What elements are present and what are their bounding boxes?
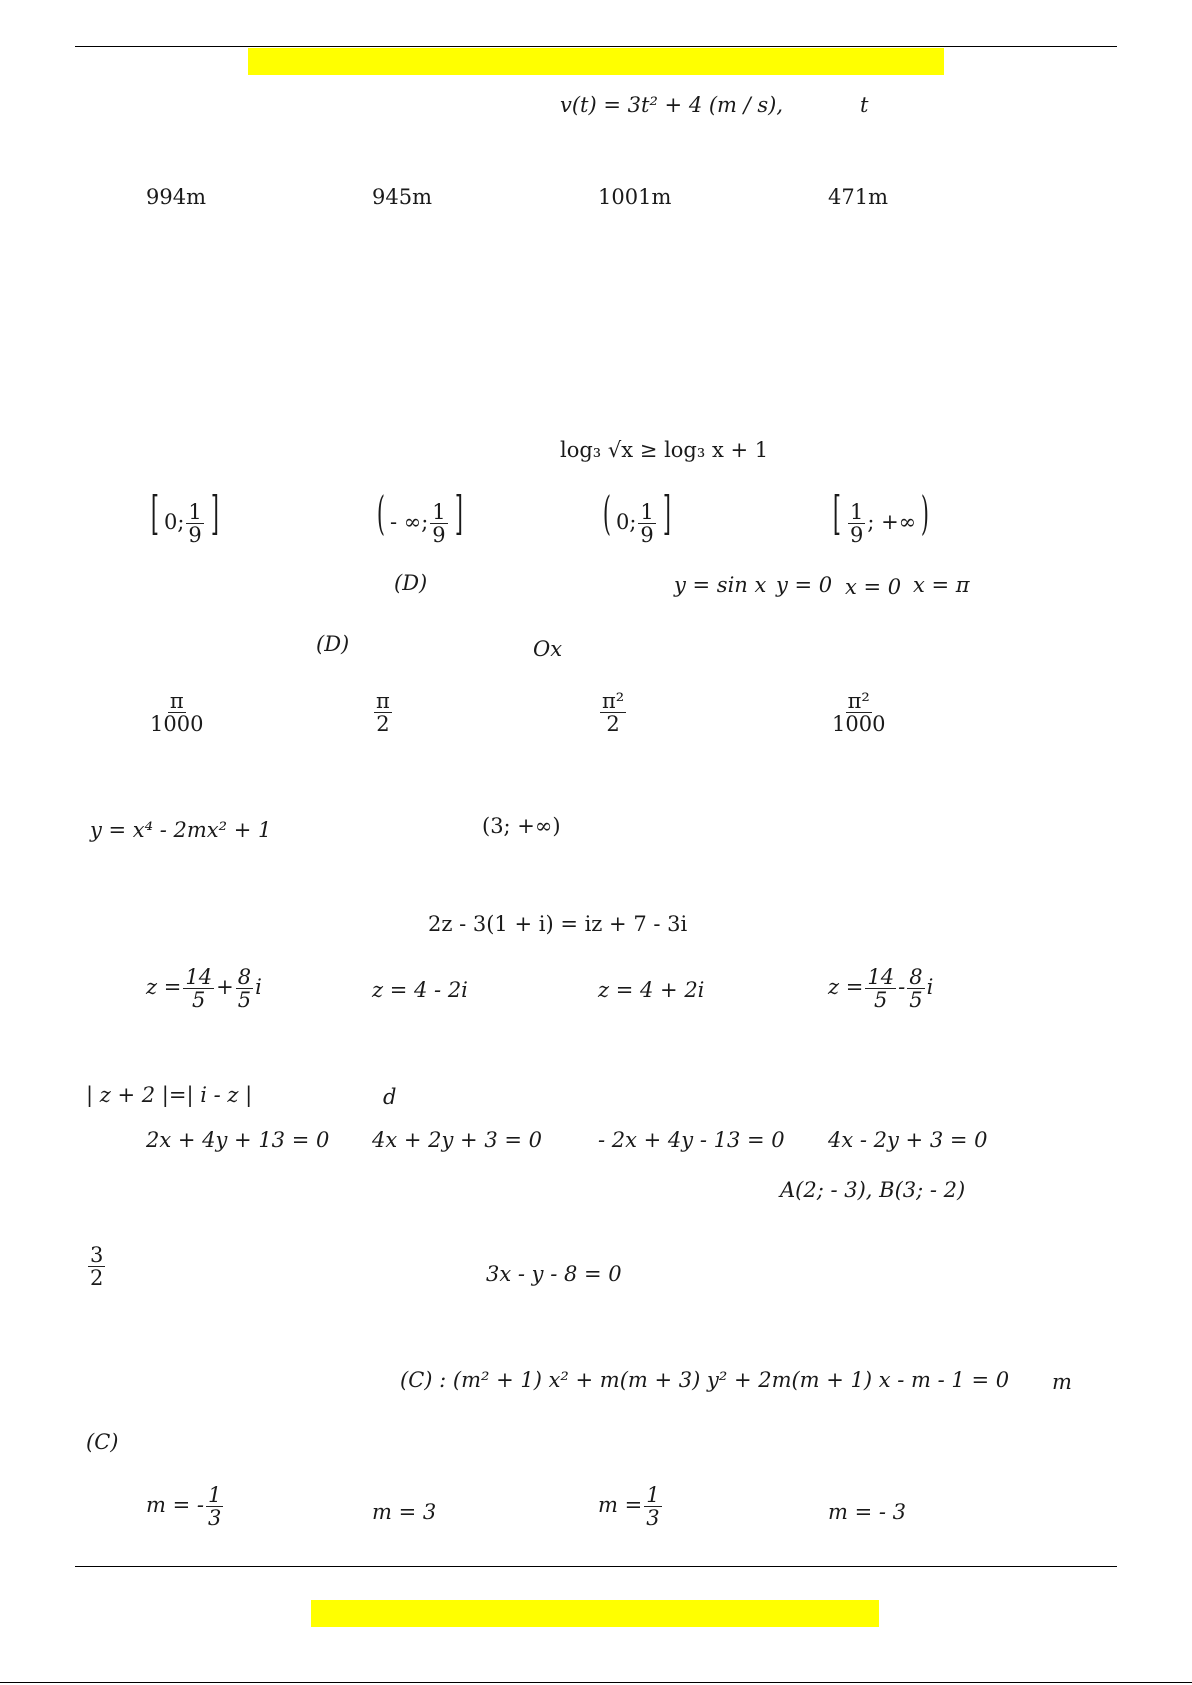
answer-c[interactable]: $\frac{\text{π²}}{2}$ [602,689,625,737]
answer-a[interactable]: 2x + 4y + 13 = 0 [146,1128,330,1152]
line-label: d [383,1085,397,1109]
answer-a[interactable]: $\frac{\pi}{1000}$ [150,689,204,737]
answer-d[interactable]: [ $\frac{1}{9}$ ; +∞ ) [832,486,930,547]
answer-d[interactable]: z = $\frac{14}{5}$ - $\frac{8}{5}$ i [828,965,934,1013]
answer-b[interactable]: 4x + 2y + 3 = 0 [372,1128,542,1152]
answer-b[interactable]: 945m [372,185,432,209]
answer-c[interactable]: - 2x + 4y - 13 = 0 [598,1128,785,1152]
function-formula: y = x⁴ - 2mx² + 1 [90,818,272,842]
circle-label: (C) [86,1430,119,1454]
area-fraction: $\frac{3}{2}$ [90,1243,104,1291]
answer-a[interactable]: z = $\frac{14}{5}$ + $\frac{8}{5}$ i [146,965,262,1013]
points: A(2; - 3), B(3; - 2) [780,1178,966,1202]
velocity-formula: v(t) = 3t² + 4 (m / s), [560,93,784,117]
region-label-2: (D) [316,632,350,656]
header-highlight-band [248,48,944,75]
header-rule [75,46,1117,47]
answer-c[interactable]: z = 4 + 2i [598,978,705,1002]
answer-d[interactable]: m = - 3 [828,1500,906,1524]
curve-1: y = sin x [674,573,767,597]
answer-a[interactable]: m = - $\frac{1}{3}$ [146,1483,222,1531]
log-inequality: log₃ √x ≥ log₃ x + 1 [560,438,769,462]
circle-equation: (C) : (m² + 1) x² + m(m + 3) y² + 2m(m + 1) x - m - 1 = 0 [400,1368,1010,1392]
answer-c[interactable]: ( 0; $\frac{1}{9}$ ] [602,486,671,547]
answer-c[interactable]: m = $\frac{1}{3}$ [598,1483,660,1531]
answer-d[interactable]: 471m [828,185,888,209]
curve-3: x = 0 [845,575,902,599]
axis-label: Ox [533,637,563,661]
answer-b[interactable]: m = 3 [372,1500,437,1524]
page-bottom-rule [0,1682,1192,1683]
footer-rule [75,1566,1117,1567]
answer-b[interactable]: $\frac{\pi}{2}$ [376,689,390,737]
region-label: (D) [394,571,428,595]
answer-b[interactable]: z = 4 - 2i [372,978,468,1002]
answer-c[interactable]: 1001m [598,185,672,209]
curve-4: x = π [913,573,970,597]
answer-d[interactable]: $\frac{\text{π²}}{1000}$ [832,689,886,737]
curve-2: y = 0 [776,573,833,597]
time-variable: t [860,93,869,117]
line-equation: 3x - y - 8 = 0 [486,1262,622,1286]
answer-a[interactable]: 994m [146,185,206,209]
param-m: m [1052,1370,1072,1394]
answer-a[interactable]: [ 0; $\frac{1}{9}$ ] [150,486,219,547]
answer-d[interactable]: 4x - 2y + 3 = 0 [828,1128,988,1152]
interval: (3; +∞) [482,814,561,838]
answer-b[interactable]: ( - ∞; $\frac{1}{9}$ ] [376,486,463,547]
footer-highlight-band [311,1600,879,1627]
complex-equation: 2z - 3(1 + i) = iz + 7 - 3i [428,912,688,936]
modulus-condition: | z + 2 |=| i - z | [86,1083,253,1107]
